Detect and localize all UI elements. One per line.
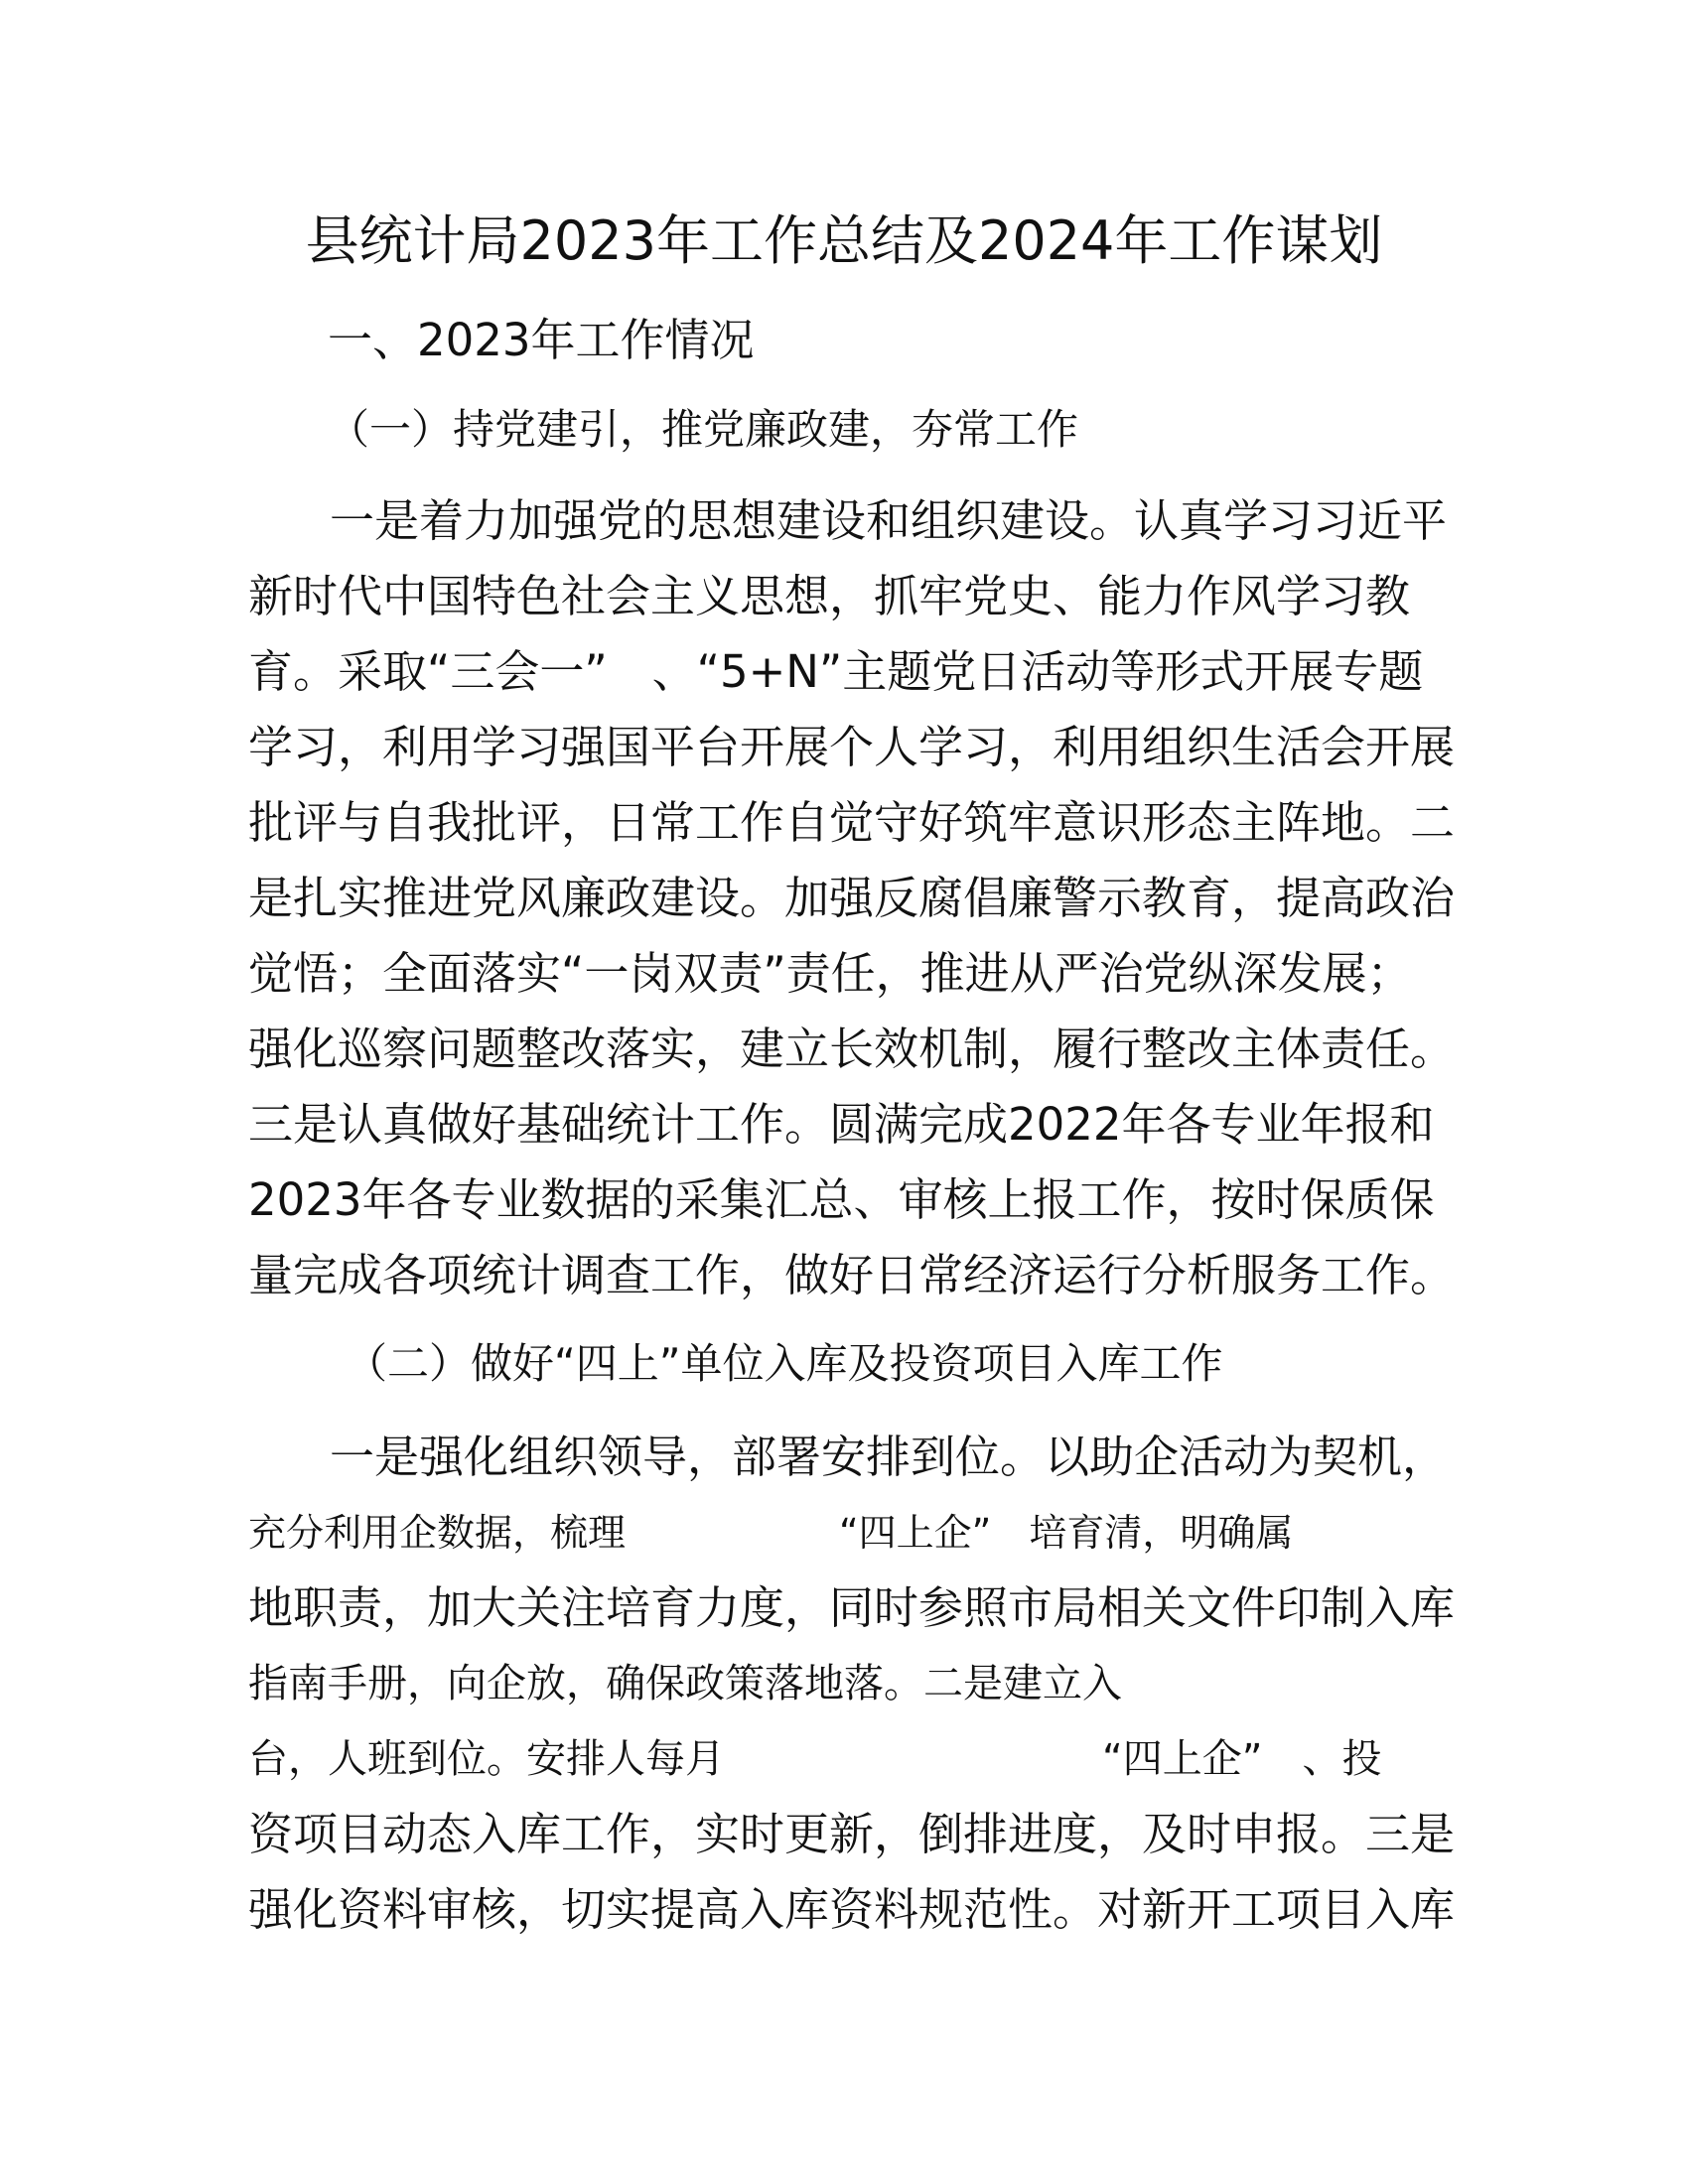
paragraph-line: 指南手册，向企放，确保政策落地落。二是建立入 — [248, 1661, 1122, 1706]
document-title: 县统计局2023年工作总结及2024年工作谋划 — [305, 209, 1383, 272]
subsection-heading: （一）持党建引，推党廉政建，夯常工作 — [328, 405, 1079, 454]
paragraph-line: 是扎实推进党风廉政建设。加强反腐倡廉警示教育，提高政治 — [248, 872, 1456, 924]
section-heading: 一、2023年工作情况 — [328, 314, 755, 366]
subsection-heading: （二）做好“四上”单位入库及投资项目入库工作 — [346, 1339, 1223, 1388]
paragraph-fragment: “四上企” 培育清，明确属 — [839, 1511, 1294, 1555]
paragraph-line: 强化巡察问题整改落实，建立长效机制，履行整改主体责任。 — [248, 1023, 1456, 1075]
paragraph-line: 学习，利用学习强国平台开展个人学习，利用组织生活会开展 — [248, 721, 1456, 773]
paragraph-line: 量完成各项统计调查工作，做好日常经济运行分析服务工作。 — [248, 1249, 1456, 1301]
paragraph-line: 批评与自我批评，日常工作自觉守好筑牢意识形态主阵地。二 — [248, 796, 1456, 849]
paragraph-line: 新时代中国特色社会主义思想，抓牢党史、能力作风学习教 — [248, 570, 1411, 622]
paragraph-line: 地职责，加大关注培育力度，同时参照市局相关文件印制入库 — [248, 1581, 1456, 1634]
paragraph-line: 育。采取“三会一” 、“5+N”主题党日活动等形式开展专题 — [248, 645, 1424, 698]
paragraph-fragment: 充分利用企数据，梳理 — [248, 1511, 627, 1555]
paragraph-line: 资项目动态入库工作，实时更新，倒排进度，及时申报。三是 — [248, 1808, 1456, 1860]
paragraph-line: 一是着力加强党的思想建设和组织建设。认真学习习近平 — [330, 494, 1448, 547]
paragraph-line: 觉悟；全面落实“一岗双责”责任，推进从严治党纵深发展； — [248, 947, 1412, 1000]
paragraph-line: 强化资料审核，切实提高入库资料规范性。对新开工项目入库 — [248, 1883, 1456, 1936]
paragraph-fragment: “四上企” 、投 — [1102, 1736, 1382, 1782]
paragraph-line: 2023年各专业数据的采集汇总、审核上报工作，按时保质保 — [248, 1173, 1435, 1226]
paragraph-fragment: 台，人班到位。安排人每月 — [248, 1736, 725, 1782]
paragraph-line: 一是强化组织领导，部署安排到位。以助企活动为契机， — [330, 1431, 1448, 1483]
paragraph-line: 三是认真做好基础统计工作。圆满完成2022年各专业年报和 — [248, 1098, 1435, 1151]
